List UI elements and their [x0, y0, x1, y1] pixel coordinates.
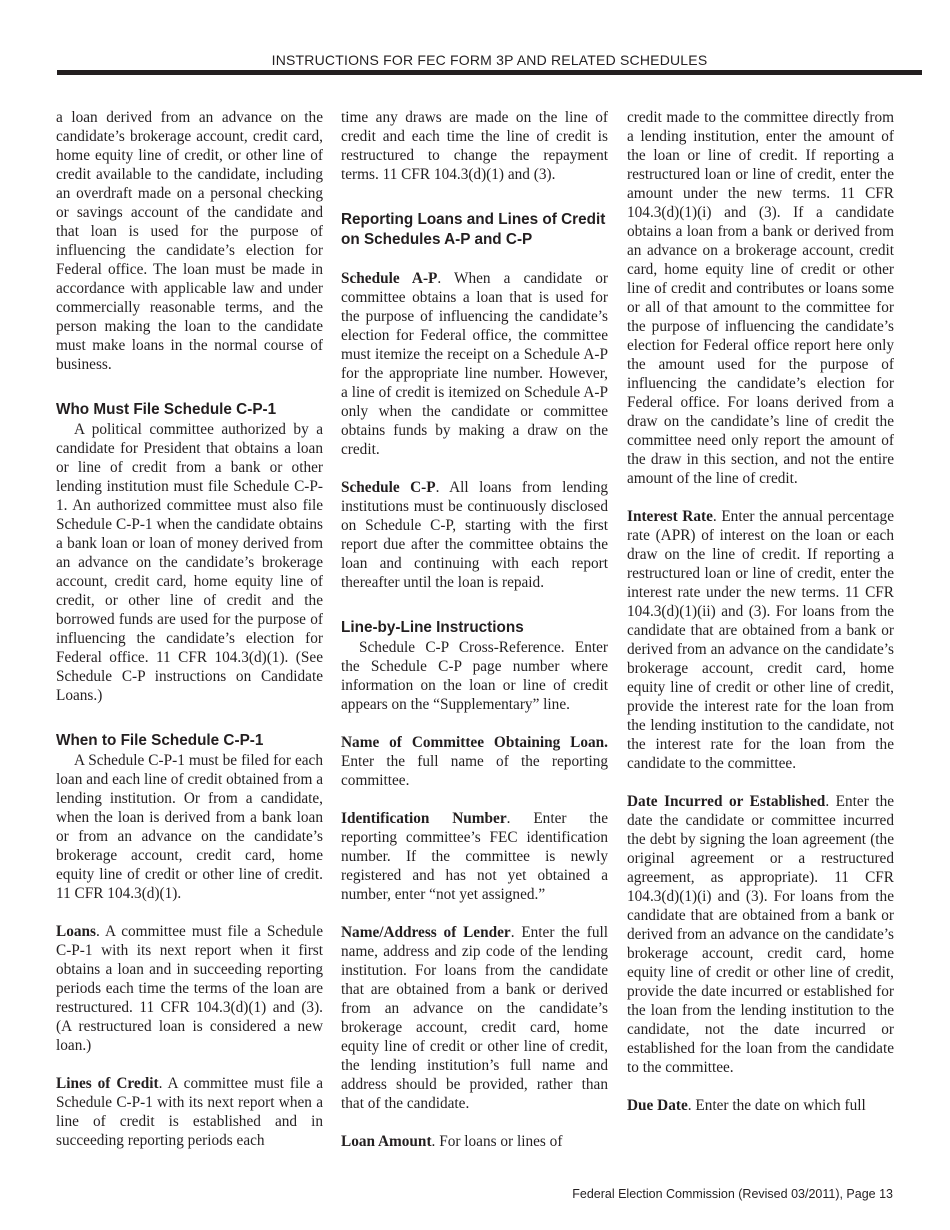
paragraph: a loan derived from an advance on the candidate’s brokerage account, credit card, home equity line of credit, or other line of credit available to the candidate, including an overdraft made on a personal checking or savings account of the candidate and that loan is used for the purpose of influencing the candidate’s election for Federal office. The loan must be made in accordance with applicable law and under commercially reasonable terms, and the person making the loan to the candidate must make loans in the normal course of business.: [56, 109, 323, 373]
paragraph-schedule-a-p: [341, 269, 608, 459]
paragraph-loan-amount: [341, 1132, 608, 1151]
term-text: Enter the full name of the reporting committee.: [341, 753, 608, 789]
term-text: . Enter the full name, address and zip code of the lending institution. For loans from the candidate that are obtained from a bank or derived from an advance on the candidate’s brokerage account, credit card, home equity line of credit or other line of credit, the lending institution’s full name and address should be provided, rather than that of the candidate.: [341, 924, 608, 1112]
column-2: [341, 108, 608, 1151]
term-label: Loan Amount: [341, 1133, 432, 1150]
term-label: Name/Address of Lender: [341, 924, 511, 941]
section-heading-when-to-file: When to File Schedule C-P-1: [56, 732, 264, 749]
paragraph: A political committee authorized by a candidate for President that obtains a loan or line of credit from a bank or other lending institution must file Schedule C-P-1. An authorized committee must also file Schedule C-P-1 when the candidate obtains a bank loan or loan of money derived from an advance on the candidate’s brokerage account, credit card, home equity line of credit, or other line of credit and the borrowed funds are used for the purpose of influencing the candidate’s election for Federal office. 11 CFR 104.3(d)(1). (See Schedule C-P instructions on Candidate Loans.): [56, 421, 323, 704]
paragraph-interest-rate: [627, 507, 894, 773]
page-footer: Federal Election Commission (Revised 03/2011), Page 13: [572, 1187, 893, 1201]
paragraph-lender: [341, 923, 608, 1113]
header-rule: [57, 70, 922, 75]
paragraph: time any draws are made on the line of credit and each time the line of credit is restructured to change the repayment terms. 11 CFR 104.3(d)(1) and (3).: [341, 109, 608, 183]
paragraph: Schedule C-P Cross-Reference. Enter the Schedule C-P page number where information on the loan or line of credit appears on the “Supplementary” line.: [341, 639, 608, 713]
paragraph-identification-number: [341, 809, 608, 904]
paragraph-schedule-c-p: [341, 478, 608, 592]
term-label: Schedule C-P: [341, 479, 436, 496]
paragraph-committee-name: [341, 733, 608, 790]
term-text: . All loans from lending institutions must be continuously disclosed on Schedule C-P, starting with the first report due after the committee obtains the loan and continuing with each report thereafter until the loan is repaid.: [341, 479, 608, 591]
term-text: . A committee must file a Schedule C-P-1 with its next report when it first obtains a loan and in succeeding reporting periods each time the terms of the loan are restructured. 11 CFR 104.3(d)(1) and (3). (A restructured loan is considered a new loan.): [56, 923, 323, 1054]
term-label: Interest Rate: [627, 508, 713, 525]
paragraph: A Schedule C-P-1 must be filed for each loan and each line of credit obtained from a lending institution. Or from a candidate, when the loan is derived from a bank loan or from an advance on the candidate’s brokerage account, credit card, home equity line of credit or other line of credit. 11 CFR 104.3(d)(1).: [56, 752, 323, 902]
section-heading-who-must-file: Who Must File Schedule C-P-1: [56, 401, 277, 418]
page-header: INSTRUCTIONS FOR FEC FORM 3P AND RELATED SCHEDULES: [271, 52, 708, 68]
column-3: [627, 108, 894, 1115]
paragraph-due-date: [627, 1096, 894, 1115]
term-text: . Enter the annual percentage rate (APR) of interest on the loan or each draw on the line of credit. If reporting a restructured loan or line of credit, enter the interest rate under the new terms. 11 CFR 104.3(d)(1)(ii) and (3). For loans from the candidate that are obtained from a bank or derived from an advance on the candidate’s brokerage account, credit card, home equity line of credit or other line of credit, provide the interest rate for the loan from the lending institution to the candidate, not the interest rate for the loan from the candidate to the committee.: [627, 508, 894, 772]
term-text: . Enter the reporting committee’s FEC identification number. If the committee is newly registered and has not yet obtained a number, enter “not yet assigned.”: [341, 810, 608, 903]
term-label: Date Incurred or Established: [627, 793, 826, 810]
term-label: Name of Committee Obtaining Loan.: [341, 734, 608, 751]
term-text: . A committee must file a Schedule C-P-1 with its next report when a line of credit is established and in succeeding reporting periods each: [56, 1075, 323, 1149]
term-label: Identification Number: [341, 810, 507, 827]
term-label: Lines of Credit: [56, 1075, 159, 1092]
section-heading-line-by-line: Line-by-Line Instructions: [341, 619, 524, 636]
term-text: . For loans or lines of: [431, 1133, 563, 1150]
paragraph-lines-of-credit: [56, 1074, 323, 1150]
term-text: . Enter the date the candidate or committee incurred the debt by signing the loan agreement (the original agreement or a restructured agreement, as appropriate). 11 CFR 104.3(d)(1)(i) and (3). For loans from the candidate that are obtained from a bank or derived from an advance on the candidate’s brokerage account, credit card, home equity line of credit or other line of credit, provide the date incurred or established for the loan from the lending institution to the candidate, not the date incurred or established for the loan from the candidate to the committee.: [627, 793, 895, 1076]
paragraph-date-incurred: [627, 792, 894, 1077]
column-1: [56, 108, 323, 1150]
paragraph: credit made to the committee directly from a lending institution, enter the amount of the loan or line of credit. If reporting a restructured loan or line of credit, enter the amount under the new terms. 11 CFR 104.3(d)(1)(i) and (3). If a candidate obtains a loan from a bank or derived from an advance on a brokerage account, credit card, home equity line of credit or other line of credit and contributes or loans some or all of that amount to the committee for the purpose of influencing the candidate’s election for Federal office report here only the amount used for the purpose of influencing the candidate’s election for Federal office. For loans derived from a draw on the candidate’s line of credit the committee need only report the amount of the draw in this section, and not the entire amount of the line of credit.: [627, 109, 894, 487]
paragraph-loans: [56, 922, 323, 1055]
term-label: Due Date: [627, 1097, 688, 1114]
term-text: . When a candidate or committee obtains a loan that is used for the purpose of influencing the candidate’s election for Federal office, the committee must itemize the receipt on a Schedule A-P for the appropriate line number. However, a line of credit is itemized on Schedule A-P only when the candidate or committee obtains funds by making a draw on the credit.: [341, 270, 608, 458]
term-label: Schedule A-P: [341, 270, 438, 287]
term-text: . Enter the date on which full: [687, 1097, 866, 1114]
section-heading-reporting-loans: Reporting Loans and Lines of Credit on Schedules A-P and C-P: [341, 211, 606, 248]
term-label: Loans: [56, 923, 96, 940]
